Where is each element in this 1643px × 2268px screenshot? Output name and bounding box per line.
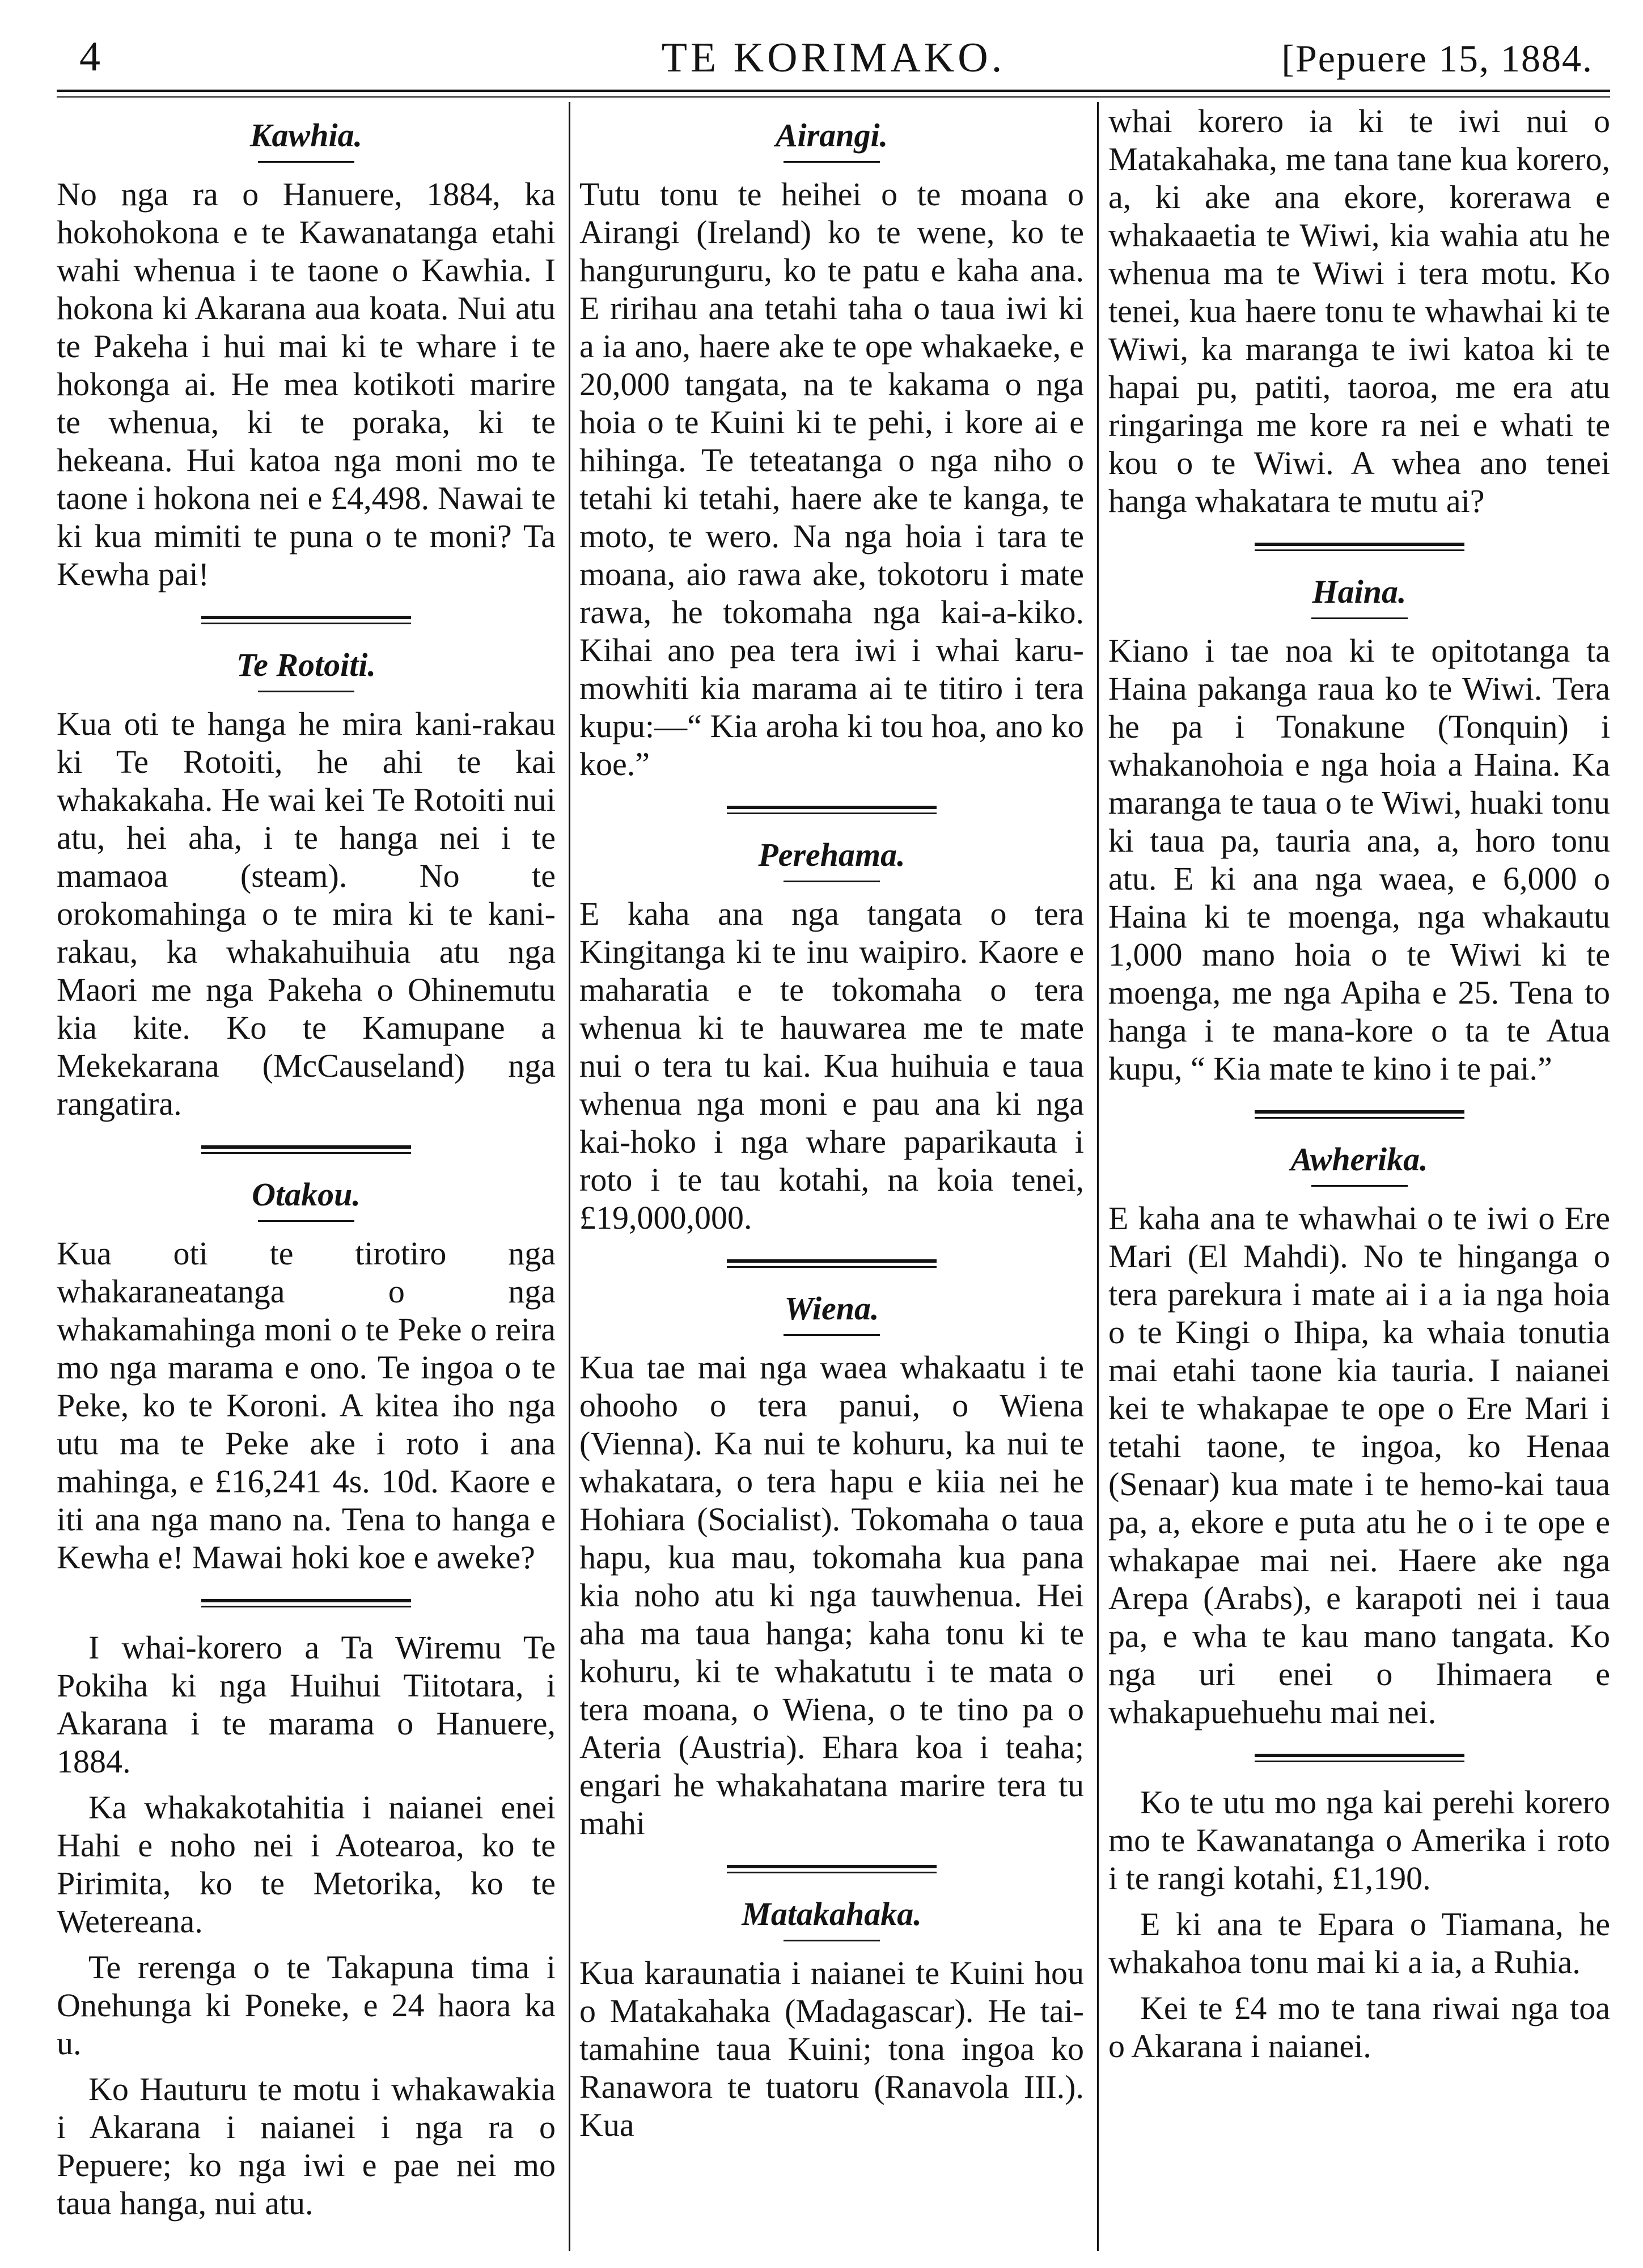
section-divider [201, 1145, 411, 1156]
column-3 [1108, 102, 1610, 2251]
heading-rule [258, 691, 354, 692]
article-paragraph: Ko Hauturu te motu i whakawakia i Akarana i naianei i nga ra o Pepuere; ko nga iwi e pae nei mo taua hanga, nui atu. [57, 2071, 556, 2222]
heading-rule [784, 161, 880, 163]
section-divider [727, 806, 937, 816]
article-matakahaka-continued [1108, 102, 1610, 520]
article-paragraph: Kei te £4 mo te tana riwai nga toa o Akarana i naianei. [1108, 1990, 1610, 2064]
masthead [57, 27, 1610, 90]
newspaper-title: TE KORIMAKO. [661, 35, 1006, 81]
section-divider [201, 616, 411, 626]
article-heading: Wiena. [784, 1290, 879, 1327]
heading-rule [1311, 617, 1408, 619]
article-paragraph: E kaha ana nga tangata o tera Kingitanga ki te inu waipiro. Kaore e maharatia e te tokomaha o tera whenua ki te hauwarea me te mate nui o tera tu kai. Kua huihuia e taua whenua nga moni e pau ana ki nga kai-hoko i nga whare paparikauta i roto i te tau kotahi, na koia tenei, £19,000,000. [579, 895, 1084, 1236]
section-divider [727, 1259, 937, 1270]
issue-date: [Pepuere 15, 1884. [1281, 37, 1593, 80]
article-paragraph: I whai-korero a Ta Wiremu Te Pokiha ki nga Huihui Tiitotara, i Akarana i te marama o Hanuere, 1884. [57, 1629, 556, 1780]
page-number: 4 [79, 33, 100, 80]
article-paragraph: Kua karaunatia i naianei te Kuini hou o Matakahaka (Madagascar). He tai-tamahine taua Kuini; tona ingoa ko Ranawora te tuatoru (Ranavola III.). Kua [579, 1954, 1084, 2143]
article-heading: Airangi. [775, 117, 888, 154]
article-heading: Otakou. [252, 1176, 361, 1213]
article-kawhia [57, 116, 556, 593]
article-heading: Kawhia. [249, 117, 363, 154]
article-matakahaka [579, 1894, 1084, 2144]
article-paragraph: Ko te utu mo nga kai perehi korero mo te Kawanatanga o Amerika i roto i te rangi kotahi, £1,190. [1108, 1784, 1610, 1897]
section-divider [727, 1865, 937, 1875]
article-wiena [579, 1289, 1084, 1842]
article-paragraph: Kua oti te hanga he mira kani-rakau ki Te Rotoiti, he ahi te kai whakakaha. He wai kei Te Rotoiti nui atu, hei aha, i te hanga nei i te mamaoa (steam). No te orokomahinga o te mira ki te kani-rakau, ka whakahuihuia atu nga Maori me nga Pakeha o Ohinemutu kia kite. Ko te Kamupane a Mekekarana (McCauseland) nga rangatira. [57, 705, 556, 1122]
article-haina [1108, 572, 1610, 1088]
article-paragraph: Ka whakakotahitia i naianei enei Hahi e noho nei i Aotearoa, ko te Pirimita, ko te Metorika, ko te Wetereana. [57, 1789, 556, 1940]
article-te-rotoiti [57, 645, 556, 1123]
article-heading: Haina. [1312, 573, 1407, 610]
section-divider [201, 1599, 411, 1609]
article-paragraph: Kua oti te tirotiro nga whakaraneatanga o nga whakamahinga moni o te Peke o reira mo nga marama e ono. Te ingoa o te Peke, ko te Koroni. A kitea iho nga utu ma te Peke ake i roto i ana mahinga, e £16,241 4s. 10d. Kaore e iti ana nga mano na. Tena to hanga e Kewha e! Mawai hoki koe e aweke? [57, 1235, 556, 1576]
heading-rule [784, 1334, 880, 1336]
article-heading: Awherika. [1290, 1141, 1428, 1178]
article-paragraph: Kua tae mai nga waea whakaatu i te ohooho o tera panui, o Wiena (Vienna). Ka nui te kohuru, ka nui te whakatara, o tera hapu e kiia nei he Hohiara (Socialist). Tokomaha o taua hapu, kua mau, tokomaha kua pana kia noho atu ki nga tauwhenua. Hei aha ma taua hanga; kaha tonu ki te kohuru, ki te whakatutu i te mata o tera moana, o Wiena, o te tino pa o Ateria (Austria). Ehara koa i teaha; engari he whakahatana marire tera tu mahi [579, 1349, 1084, 1842]
article-heading: Perehama. [758, 836, 905, 873]
heading-rule [258, 1220, 354, 1222]
heading-rule [784, 881, 880, 882]
column-divider [1097, 102, 1099, 2251]
article-otakou [57, 1175, 556, 1576]
article-paragraph: Kiano i tae noa ki te opitotanga ta Haina pakanga raua ko te Wiwi. Tera he pa i Tonakune (Tonquin) i whakanohoia e nga hoia a Haina. Ka maranga te taua o te Wiwi, huaki tonu ki taua pa, tauria ana, a, horo tonu atu. E ki ana nga waea, e 6,000 o Haina ki te moenga, nga whakautu 1,000 mano hoia o te Wiwi ki te moenga, me nga Apiha e 25. Tena to hanga i te mana-kore o ta te Atua kupu, “ Kia mate te kino i te pai.” [1108, 632, 1610, 1087]
header-rule [57, 90, 1610, 92]
section-divider [1255, 1754, 1464, 1764]
heading-rule [784, 1940, 880, 1941]
column-divider [569, 102, 570, 2251]
article-notes [1108, 1783, 1610, 2065]
section-divider [1255, 1110, 1464, 1120]
article-awherika [1108, 1140, 1610, 1731]
article-perehama [579, 835, 1084, 1237]
heading-rule [1311, 1185, 1408, 1187]
article-heading: Te Rotoiti. [236, 646, 376, 683]
article-paragraph: Te rerenga o te Takapuna tima i Onehunga ki Poneke, e 24 haora ka u. [57, 1949, 556, 2062]
column-2 [579, 102, 1084, 2251]
article-paragraph: whai korero ia ki te iwi nui o Matakahaka, me tana tane kua korero, a, ki ake ana ekore, korerawa e whakaaetia te Wiwi, kia wahia atu he whenua ma te Wiwi i tera motu. Ko tenei, kua haere tonu te whawhai ki te Wiwi, ka maranga te iwi katoa ki te hapai pu, patiti, taoroa, me era atu ringaringa me kore ra nei e whati te kou o te Wiwi. A whea ano tenei hanga whakatara te mutu ai? [1108, 103, 1610, 519]
section-divider [1255, 543, 1464, 553]
column-1 [57, 102, 556, 2251]
article-paragraph: E kaha ana te whawhai o te iwi o Ere Mari (El Mahdi). No te hinganga o tera parekura i mate ai i a ia nga hoia o te Kingi o Ihipa, ka whaia tonutia mai etahi taone kia tauria. I naianei kei te whakapae te ope o Ere Mari i tetahi taone, te ingoa, ko Henaa (Senaar) kua mate i te hemo-kai taua pa, a, ekore e puta atu he o i te ope e whakapae mai nei. Haere ake nga Arepa (Arabs), e karapoti nei i taua pa, e wha te kau mano tangata. Ko nga uri enei o Ihimaera e whakapuehuehu mai nei. [1108, 1200, 1610, 1730]
article-airangi [579, 116, 1084, 783]
article-paragraph: E ki ana te Epara o Tiamana, he whakahoa tonu mai ki a ia, a Ruhia. [1108, 1906, 1610, 1981]
article-paragraph: No nga ra o Hanuere, 1884, ka hokohokona e te Kawanatanga etahi wahi whenua i te taone o Kawhia. I hokona ki Akarana aua koata. Nui atu te Pakeha i hui mai ki te whare i te hokonga ai. He mea kotikoti marire te whenua, ki te poraka, ki te hekeana. Hui katoa nga moni mo te taone i hokona nei e £4,498. Nawai te ki kua mimiti te puna o te moni? Ta Kewha pai! [57, 176, 556, 593]
article-paragraph: Tutu tonu te heihei o te moana o Airangi (Ireland) ko te wene, ko te hangurunguru, ko te patu e kaha ana. E ririhau ana tetahi taha o taua iwi ki a ia ano, haere ake te ope whakaeke, e 20,000 tangata, na te kakama o nga hoia o te Kuini ki te pehi, i kore ai e hihinga. Te teteatanga o nga niho o tetahi ki tetahi, haere ake te kanga, te moto, te wero. Na nga hoia i tara te moana, aio rawa ake, tokotoru i mate rawa, he tokomaha nga kai-a-kiko. Kihai ano pea tera iwi i whai karu-mowhiti kia marama ai te titiro i tera kupu:—“ Kia aroha ki tou hoa, ano ko koe.” [579, 176, 1084, 782]
header-rule-thin [57, 96, 1610, 98]
article-notes [57, 1628, 556, 2222]
heading-rule [258, 161, 354, 163]
article-heading: Matakahaka. [742, 1895, 922, 1932]
